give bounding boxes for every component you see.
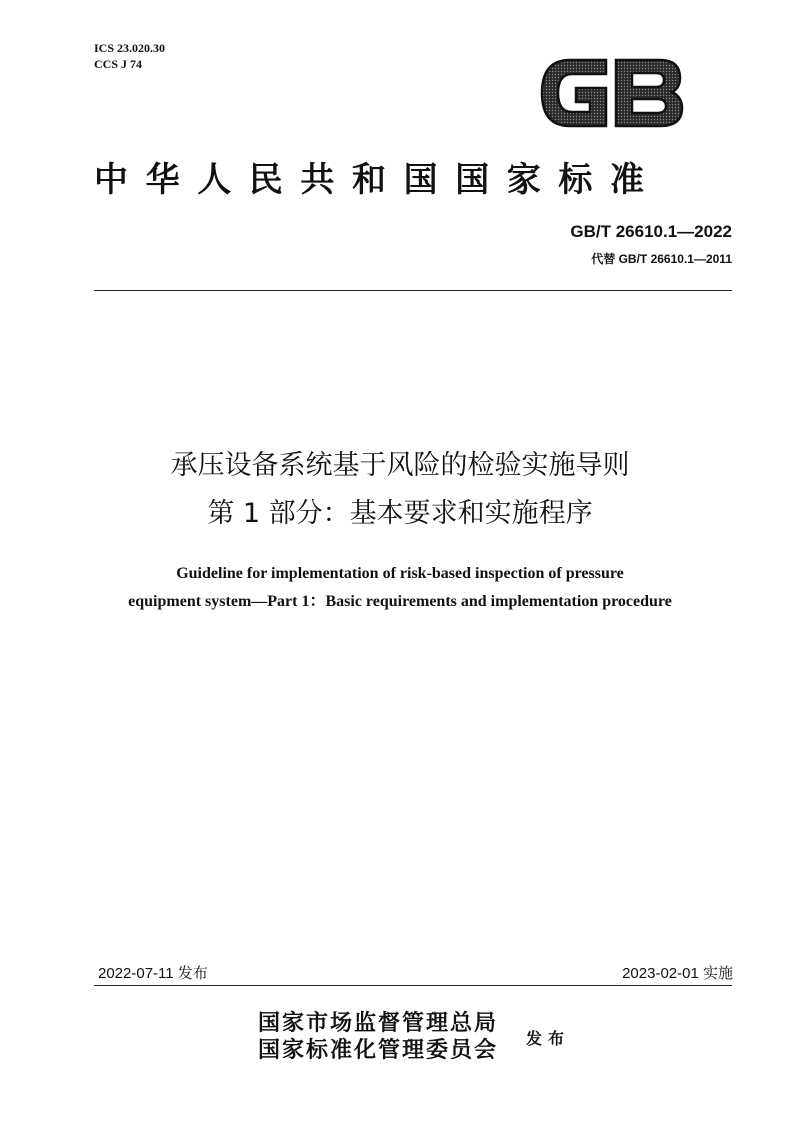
ccs-code: CCS J 74: [94, 57, 143, 71]
top-divider: [94, 290, 732, 291]
ics-code: ICS 23.020.30: [94, 41, 166, 55]
gb-logo: [536, 52, 686, 134]
issue-date: 2022-07-11 发布: [98, 965, 208, 982]
title-english-line2: equipment system—Part 1：Basic requirements and implementation procedure: [128, 593, 672, 610]
bottom-divider: [94, 985, 732, 986]
classification-codes: [94, 40, 165, 72]
standard-number: GB/T 26610.1—2022: [570, 222, 732, 241]
issuing-authorities: [258, 1010, 498, 1064]
national-standard-header: 中华人民共和国国家标准: [94, 160, 662, 200]
title-chinese-line2: 第 1 部分：基本要求和实施程序: [207, 498, 593, 529]
title-chinese-line1: 承压设备系统基于风险的检验实施导则: [170, 450, 630, 481]
issuer-verb: 发布: [526, 1029, 571, 1048]
issuer-line1: 国家市场监督管理总局: [258, 1010, 499, 1036]
implementation-date: 2023-02-01 实施: [622, 965, 733, 982]
issuer-line2: 国家标准化管理委员会: [258, 1037, 499, 1063]
replaces-standard: 代替 GB/T 26610.1—2011: [591, 252, 732, 266]
title-english-line1: Guideline for implementation of risk-based inspection of pressure: [176, 565, 624, 582]
